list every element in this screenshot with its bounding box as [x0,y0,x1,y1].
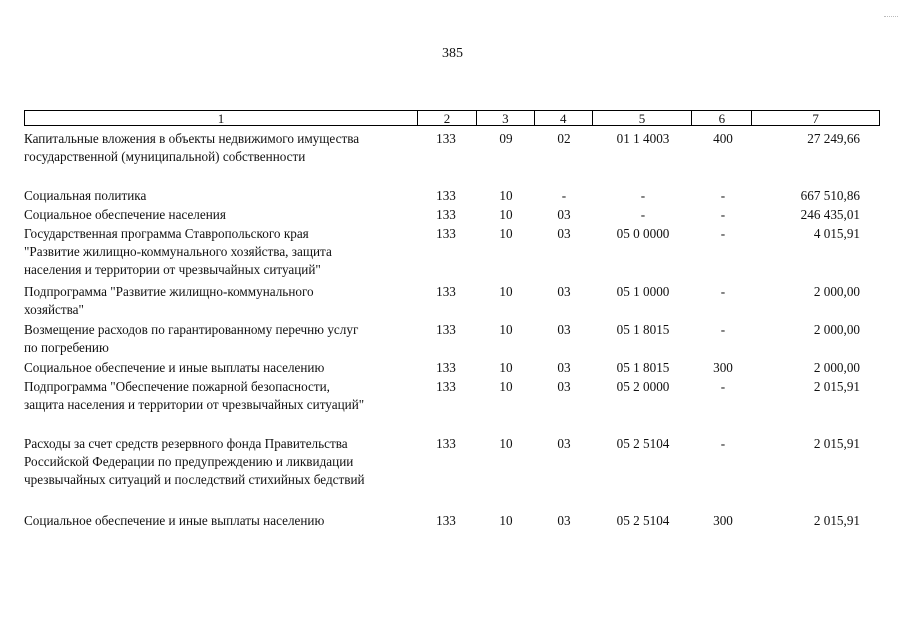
row-name-line: Социальная политика [24,188,147,203]
page-number: 385 [442,46,463,61]
row-code: 133 [436,436,456,451]
row-name-line: Социальное обеспечение и иные выплаты населению [24,360,325,375]
row-target-article: - [640,207,646,222]
row-section: 10 [499,513,513,528]
row-section: 10 [499,188,513,203]
row-name-line: по погребению [24,340,109,355]
row-target-article: 05 2 0000 [616,379,670,394]
header-col-5: 5 [593,111,693,125]
row-name-line: Подпрограмма "Обеспечение пожарной безопасности, [24,379,330,394]
row-name-line: государственной (муниципальной) собственности [24,149,306,164]
row-code: 133 [436,188,456,203]
row-name [24,130,424,166]
row-section: 10 [499,322,513,337]
row-target-article: 05 1 8015 [616,360,670,375]
row-subsection: 03 [557,284,571,299]
row-subsection: 02 [557,131,571,146]
row-expense-type: - [720,284,726,299]
row-code: 133 [436,207,456,222]
row-expense-type: 300 [713,513,733,528]
row-expense-type: - [720,436,726,451]
row-name-line: Государственная программа Ставропольского края [24,226,309,241]
row-subsection: 03 [557,226,571,241]
row-code: 133 [436,379,456,394]
row-subsection: - [561,188,567,203]
row-name [24,359,424,377]
row-code: 133 [436,360,456,375]
row-subsection: 03 [557,513,571,528]
header-col-7: 7 [812,111,819,126]
row-name-line: Возмещение расходов по гарантированному перечню услуг [24,322,359,337]
row-subsection: 03 [557,322,571,337]
row-target-article: 05 1 8015 [616,322,670,337]
row-expense-type: 400 [713,131,733,146]
row-name-line: Социальное обеспечение и иные выплаты населению [24,513,325,528]
row-amount: 27 249,66 [807,131,860,146]
row-section: 10 [499,379,513,394]
row-name [24,435,424,489]
row-amount: 246 435,01 [800,207,860,222]
row-subsection: 03 [557,379,571,394]
row-expense-type: - [720,379,726,394]
row-amount: 2 000,00 [813,284,860,299]
row-name-line: Подпрограмма "Развитие жилищно-коммунального [24,284,314,299]
row-expense-type: - [720,188,726,203]
row-section: 10 [499,284,513,299]
row-name-line: населения и территории от чрезвычайных ситуаций" [24,262,321,277]
row-target-article: 05 2 5104 [616,436,670,451]
row-amount: 2 015,91 [813,436,860,451]
header-col-6: 6 [692,111,752,125]
row-subsection: 03 [557,436,571,451]
row-section: 10 [499,207,513,222]
row-name-line: хозяйства" [24,302,84,317]
header-col-4: 4 [535,111,593,125]
row-code: 133 [436,284,456,299]
row-target-article: 05 0 0000 [616,226,670,241]
row-target-article: 05 1 0000 [616,284,670,299]
row-name [24,206,424,224]
row-name-line: Социальное обеспечение населения [24,207,226,222]
row-expense-type: - [720,207,726,222]
row-name [24,321,424,357]
row-name-line: Российской Федерации по предупреждению и ликвидации [24,454,354,469]
row-code: 133 [436,322,456,337]
row-name-line: Капитальные вложения в объекты недвижимого имущества [24,131,360,146]
row-target-article: 01 1 4003 [616,131,670,146]
row-name [24,187,424,205]
row-name-line: защита населения и территории от чрезвычайных ситуаций" [24,397,365,412]
row-amount: 2 000,00 [813,360,860,375]
row-name [24,378,424,414]
row-code: 133 [436,226,456,241]
row-section: 09 [499,131,513,146]
row-name-line: чрезвычайных ситуаций и последствий стихийных бедствий [24,472,365,487]
row-section: 10 [499,436,513,451]
row-name [24,283,424,319]
row-subsection: 03 [557,207,571,222]
row-code: 133 [436,513,456,528]
row-amount: 4 015,91 [813,226,860,241]
row-expense-type: - [720,226,726,241]
row-name-line: "Развитие жилищно-коммунального хозяйства, защита [24,244,332,259]
row-expense-type: - [720,322,726,337]
row-name-line: Расходы за счет средств резервного фонда Правительства [24,436,348,451]
table-header [24,110,880,126]
header-col-3: 3 [477,111,535,125]
row-amount: 2 015,91 [813,379,860,394]
row-code: 133 [436,131,456,146]
row-expense-type: 300 [713,360,733,375]
row-amount: 2 015,91 [813,513,860,528]
scan-speck [884,16,898,18]
row-target-article: - [640,188,646,203]
header-col-1: 1 [25,111,418,125]
row-name [24,512,424,530]
row-subsection: 03 [557,360,571,375]
row-amount: 667 510,86 [800,188,860,203]
row-name [24,225,424,279]
row-amount: 2 000,00 [813,322,860,337]
row-section: 10 [499,226,513,241]
row-target-article: 05 2 5104 [616,513,670,528]
header-col-2: 2 [418,111,477,125]
row-section: 10 [499,360,513,375]
